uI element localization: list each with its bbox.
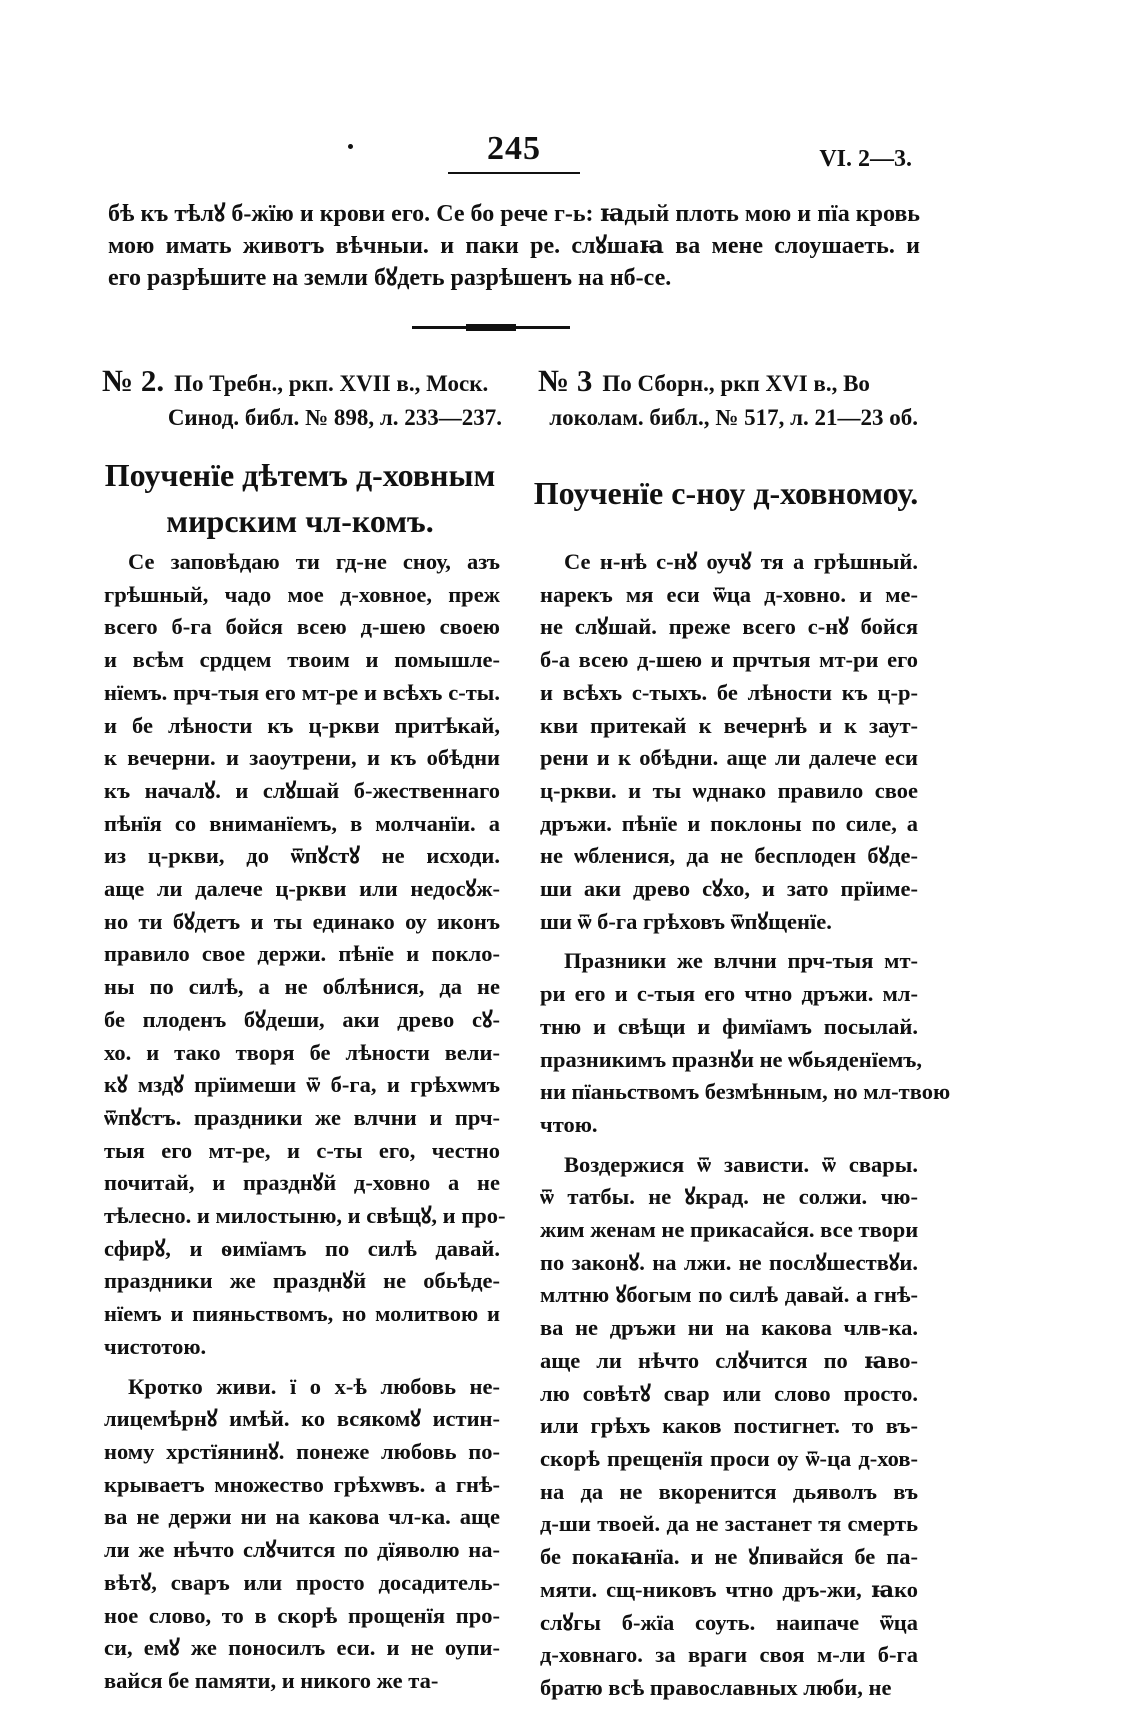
entry-source-right (538, 364, 918, 435)
text-line: не ѡбленися, да не бесплоден бꙋде- (540, 843, 918, 869)
entry-source-left (102, 364, 502, 435)
text-line: ри его и с-тыя его чтно дръжи. мл- (540, 981, 918, 1007)
text-line: жим женам не прикасайся. все твори (540, 1217, 919, 1243)
text-line: нїемъ и пияньствомъ, но молитвою и (104, 1301, 500, 1327)
page-number-rule (448, 172, 580, 174)
text-line: лицемѣрнꙋ имѣй. ко всякомꙋ истин- (104, 1406, 500, 1432)
text-line: всего б-га бойся всею д-шею своею (104, 614, 500, 640)
entry-source-right-line2: локолам. библ., № 517, л. 21—23 об. (549, 405, 918, 430)
text-line: Се заповѣдаю ти гд-не сноу, азъ (128, 549, 500, 574)
text-line: б-а всею д-шею и прчтыя мт-ри его (540, 647, 918, 673)
text-line: чтою. (540, 1111, 598, 1137)
text-line: сфирꙋ, и ѳимїамъ по силѣ давай. (104, 1235, 500, 1261)
text-line: ѿ татбы. не ꙋкрад. не солжи. чю- (540, 1184, 918, 1210)
continued-text (108, 198, 920, 294)
text-line: братю всѣ православных люби, не (540, 1674, 892, 1700)
text-line: къ началꙋ. и слꙋшай б-жественнаго (104, 777, 500, 803)
text-line: д-ши твоей. да не застанет тя смерть (540, 1511, 918, 1537)
text-line: ва не дръжи ни на какова члв-ка. (540, 1315, 918, 1341)
entry-source-right-line1: По Сборн., ркп XVI в., Во (602, 371, 870, 396)
page-number: 245 (487, 130, 541, 167)
entry-source-left-line1: По Требн., ркп. XVII в., Моск. (174, 371, 489, 396)
text-line: Празники же влчни прч-тыя мт- (564, 948, 918, 974)
text-line: хо. и тако творя бе лѣности вели- (104, 1039, 500, 1065)
text-line: на да не вкоренится дьяволъ въ (540, 1478, 918, 1504)
continued-text-line: его разрѣшите на земли бꙋдеть разрѣшенъ на нб-се. (108, 265, 672, 291)
text-line: ное слово, то в скорѣ прощенїя про- (104, 1602, 500, 1628)
text-line: правило свое держи. пѣнїе и покло- (104, 941, 500, 967)
text-line: пѣнїя со вниманїемъ, в молчанїи. а (104, 810, 500, 836)
text-line: ши ѿ б-га грѣховъ ѿпꙋщенїе. (540, 908, 832, 934)
text-line: кꙋ мздꙋ прїимеши ѿ б-га, и грѣхѡмъ (104, 1072, 500, 1098)
section-reference: VI. 2—3. (819, 146, 912, 172)
text-line: по законꙋ. на лжи. не послꙋшествꙋи. (540, 1249, 918, 1275)
header-dot (348, 144, 353, 149)
page-header (0, 128, 1140, 188)
text-line: почитай, и празднꙋй д-ховно а не (104, 1170, 500, 1196)
text-line: грѣшный, чадо мое д-ховное, преж (104, 581, 500, 607)
text-line: си, емꙋ же поносилъ еси. и не оупи- (104, 1635, 500, 1661)
left-column-text (104, 546, 506, 1698)
text-line: тыя его мт-ре, и с-ты его, честно (104, 1137, 500, 1163)
text-line: Кротко живи. ї о х-ѣ любовь не- (128, 1373, 500, 1399)
text-line: чистотою. (104, 1333, 207, 1359)
text-line: дръжи. пѣнїе и поклоны по силе, а (540, 810, 918, 836)
text-line: вѣтꙋ, сваръ или просто досадитель- (104, 1569, 500, 1595)
text-line: млтню ꙋбогым по силѣ давай. а гнѣ- (540, 1282, 918, 1308)
text-line: д-ховнаго. за враги своя м-ли б-га (540, 1642, 918, 1668)
entry-number-left: № 2. (102, 363, 165, 398)
text-line: ѿпꙋстъ. праздники же влчни и прч- (104, 1104, 500, 1130)
text-line: лю совѣтꙋ свар или слово просто. (540, 1380, 918, 1406)
title-left-line1: Поученїе дѣтемъ д-ховным (104, 457, 496, 493)
text-line: ному хрстїянинꙋ. понеже любовь по- (104, 1438, 500, 1464)
text-line: ни пїаньствомъ безмѣнным, но мл-твою (540, 1079, 951, 1105)
text-line: из ц-ркви, до ѿпꙋстꙋ не исходи. (104, 843, 500, 869)
text-line: или грѣхъ каков постигнет. то въ- (540, 1413, 918, 1439)
title-right: Поученїе с-ноу д-ховномоу. (533, 475, 919, 511)
text-line: ли же нѣчто слꙋчится по дїяволю на- (104, 1537, 500, 1563)
text-line: крываетъ множество грѣхѡвъ. а гнѣ- (104, 1471, 500, 1497)
text-line: нїемъ. прч-тыя его мт-ре и всѣхъ с-ты. (104, 679, 500, 705)
text-line: рени и к обѣдни. аще ли далече еси (540, 745, 918, 771)
text-line: Се н-нѣ с-нꙋ оучꙋ тя а грѣшный. (564, 549, 918, 574)
text-line: и бе лѣности къ ц-ркви притѣкай, (104, 712, 500, 738)
text-line: тѣлесно. и милостыню, и свѣщꙋ, и про- (104, 1203, 506, 1229)
text-line: к вечерни. и заоутрени, и къ обѣдни (104, 745, 500, 771)
text-line: ши аки древо сꙋхо, и зато прїиме- (540, 876, 918, 902)
text-line: мяти. сщ-никовъ чтно дръ-жи, ꙗко (540, 1576, 918, 1602)
text-line: празникимъ празнꙋи не ѡбьяденїемъ, (540, 1046, 923, 1072)
text-line: слꙋгы б-жїа соуть. наипаче ѿца (540, 1609, 918, 1635)
text-line: и всѣм срдцем твоим и помышле- (104, 647, 500, 673)
text-line: ны по силѣ, а не облѣнися, да не (104, 974, 500, 1000)
text-line: но ти бꙋдетъ и ты единако оу иконъ (104, 908, 500, 934)
text-line: кви притекай к вечернѣ и к заут- (540, 712, 918, 738)
title-left (100, 452, 500, 544)
continued-text-line: мою имать животъ вѣчныи. и паки ре. слꙋшаꙗ ва мене слоушаеть. и (108, 233, 920, 259)
text-line: аще ли нѣчто слꙋчится по ꙗво- (540, 1347, 918, 1373)
text-line: не слꙋшай. прежe всего с-нꙋ бойся (540, 614, 918, 640)
text-line: ва не держи ни на какова чл-ка. аще (104, 1504, 500, 1530)
text-line: скорѣ прещенїя проси оу ѿ-ца д-хов- (540, 1445, 918, 1471)
text-line: нарекъ мя еси ѿца д-ховно. и ме- (540, 581, 918, 607)
entry-source-left-line2: Синод. библ. № 898, л. 233—237. (167, 405, 502, 430)
entry-number-right: № 3 (538, 363, 593, 398)
text-line: праздники же празднꙋй не обьѣде- (104, 1268, 500, 1294)
text-line: вайся бе памяти, и никого же та- (104, 1667, 439, 1693)
text-line: бе покаꙗнїа. и не ꙋпивайся бе па- (540, 1544, 918, 1570)
right-column-text (540, 546, 951, 1705)
text-line: бе плоденъ бꙋдеши, аки древо сꙋ- (104, 1006, 500, 1032)
text-line: Воздержися ѿ зависти. ѿ свары. (564, 1151, 918, 1177)
text-line: ц-ркви. и ты ѡднако правило свое (540, 777, 918, 803)
section-divider-center (466, 324, 516, 331)
text-line: тню и свѣщи и фимїамъ посылай. (540, 1013, 918, 1039)
continued-text-line: бѣ къ тѣлꙋ б-жїю и крови его. Се бо рече г-ь: ꙗдый плоть мою и пїа кровь (108, 201, 920, 227)
text-line: аще ли далече ц-ркви или недосꙋж- (104, 876, 500, 902)
text-line: и всѣхъ с-тыхъ. бе лѣности къ ц-р- (540, 679, 918, 705)
title-left-line2: мирским чл-комъ. (166, 503, 434, 539)
